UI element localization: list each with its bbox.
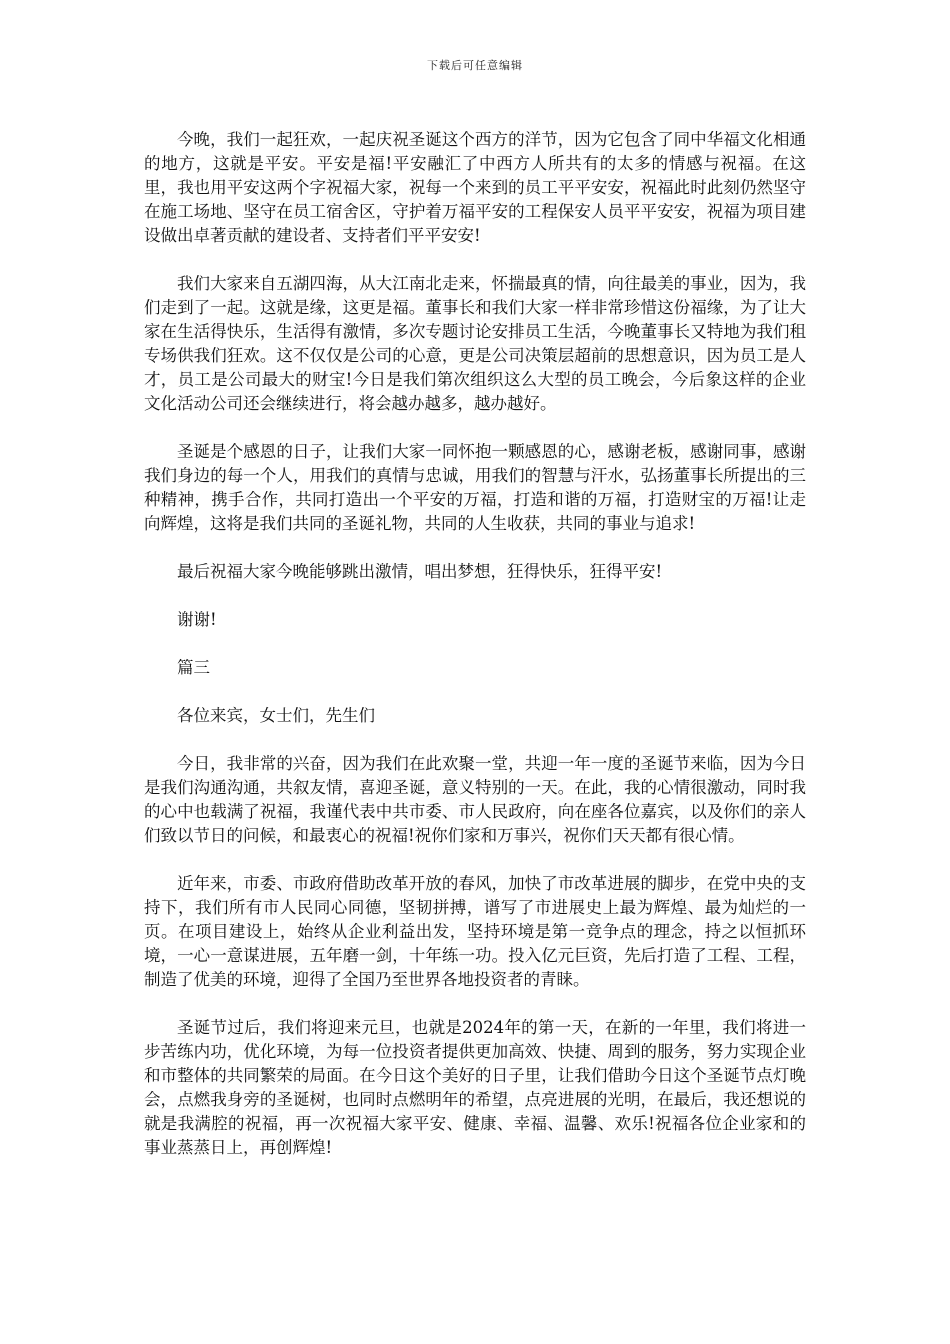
paragraph: 最后祝福大家今晚能够跳出激情，唱出梦想，狂得快乐，狂得平安!: [177, 562, 663, 581]
page-header: 下载后可任意编辑: [427, 59, 523, 72]
section-heading: 篇三: [177, 658, 210, 677]
paragraph: 今晚，我们一起狂欢，一起庆祝圣诞这个西方的洋节，因为它包含了同中华福文化相通的地方，这就是平安。平安是福!平安融汇了中西方人所共有的太多的情感与祝福。在这里，我也用平安这两个字祝福大家，祝每一个来到的员工平平安安，祝福此时此刻仍然坚守在施工场地、坚守在员工宿舍区，守护着万福平安的工程保安人员平平安安，祝福为项目建设做出卓著贡献的建设者、支持者们平平安安!: [144, 130, 806, 245]
document-body: [144, 128, 806, 1184]
paragraph: 圣诞是个感恩的日子，让我们大家一同怀抱一颗感恩的心，感谢老板，感谢同事，感谢我们身边的每一个人，用我们的真情与忠诚，用我们的智慧与汗水，弘扬董事长所提出的三种精神，携手合作，共同打造出一个平安的万福，打造和谐的万福，打造财宝的万福!让走向辉煌，这将是我们共同的圣诞礼物，共同的人生收获，共同的事业与追求!: [144, 442, 806, 533]
paragraph: 今日，我非常的兴奋，因为我们在此欢聚一堂，共迎一年一度的圣诞节来临，因为今日是我们沟通沟通，共叙友情，喜迎圣诞，意义特别的一天。在此，我的心情很激动，同时我的心中也载满了祝福，我谨代表中共市委、市人民政府，向在座各位嘉宾，以及你们的亲人们致以节日的问候，和最衷心的祝福!祝你们家和万事兴，祝你们天天都有很心情。: [144, 754, 806, 845]
paragraph: 近年来，市委、市政府借助改革开放的春风，加快了市改革进展的脚步，在党中央的支持下，我们所有市人民同心同德，坚韧拼搏，谱写了市进展史上最为辉煌、最为灿烂的一页。在项目建设上，始终从企业利益出发，坚持环境是第一竞争点的理念，持之以恒抓环境，一心一意谋进展，五年磨一剑，十年练一功。投入亿元巨资，先后打造了工程、工程，制造了优美的环境，迎得了全国乃至世界各地投资者的青睐。: [144, 874, 806, 989]
paragraph: 圣诞节过后，我们将迎来元旦，也就是2024年的第一天，在新的一年里，我们将进一步苦练内功，优化环境，为每一位投资者提供更加高效、快捷、周到的服务，努力实现企业和市整体的共同繁荣的局面。在今日这个美好的日子里，让我们借助今日这个圣诞节点灯晚会，点燃我身旁的圣诞树，也同时点燃明年的希望，点亮进展的光明，在最后，我还想说的就是我满腔的祝福，再一次祝福大家平安、健康、幸福、温馨、欢乐!祝福各位企业家和的事业蒸蒸日上，再创辉煌!: [144, 1018, 806, 1157]
paragraph: 谢谢!: [177, 610, 217, 629]
paragraph: 我们大家来自五湖四海，从大江南北走来，怀揣最真的情，向往最美的事业，因为，我们走到了一起。这就是缘，这更是福。董事长和我们大家一样非常珍惜这份福缘，为了让大家在生活得快乐，生活得有激情，多次专题讨论安排员工生活，今晚董事长又特地为我们租专场供我们狂欢。这不仅仅是公司的心意，更是公司决策层超前的思想意识，因为员工是人才，员工是公司最大的财宝!今日是我们第次组织这么大型的员工晚会，今后象这样的企业文化活动公司还会继续进行，将会越办越多，越办越好。: [144, 274, 806, 413]
salutation: 各位来宾，女士们，先生们: [177, 706, 375, 725]
